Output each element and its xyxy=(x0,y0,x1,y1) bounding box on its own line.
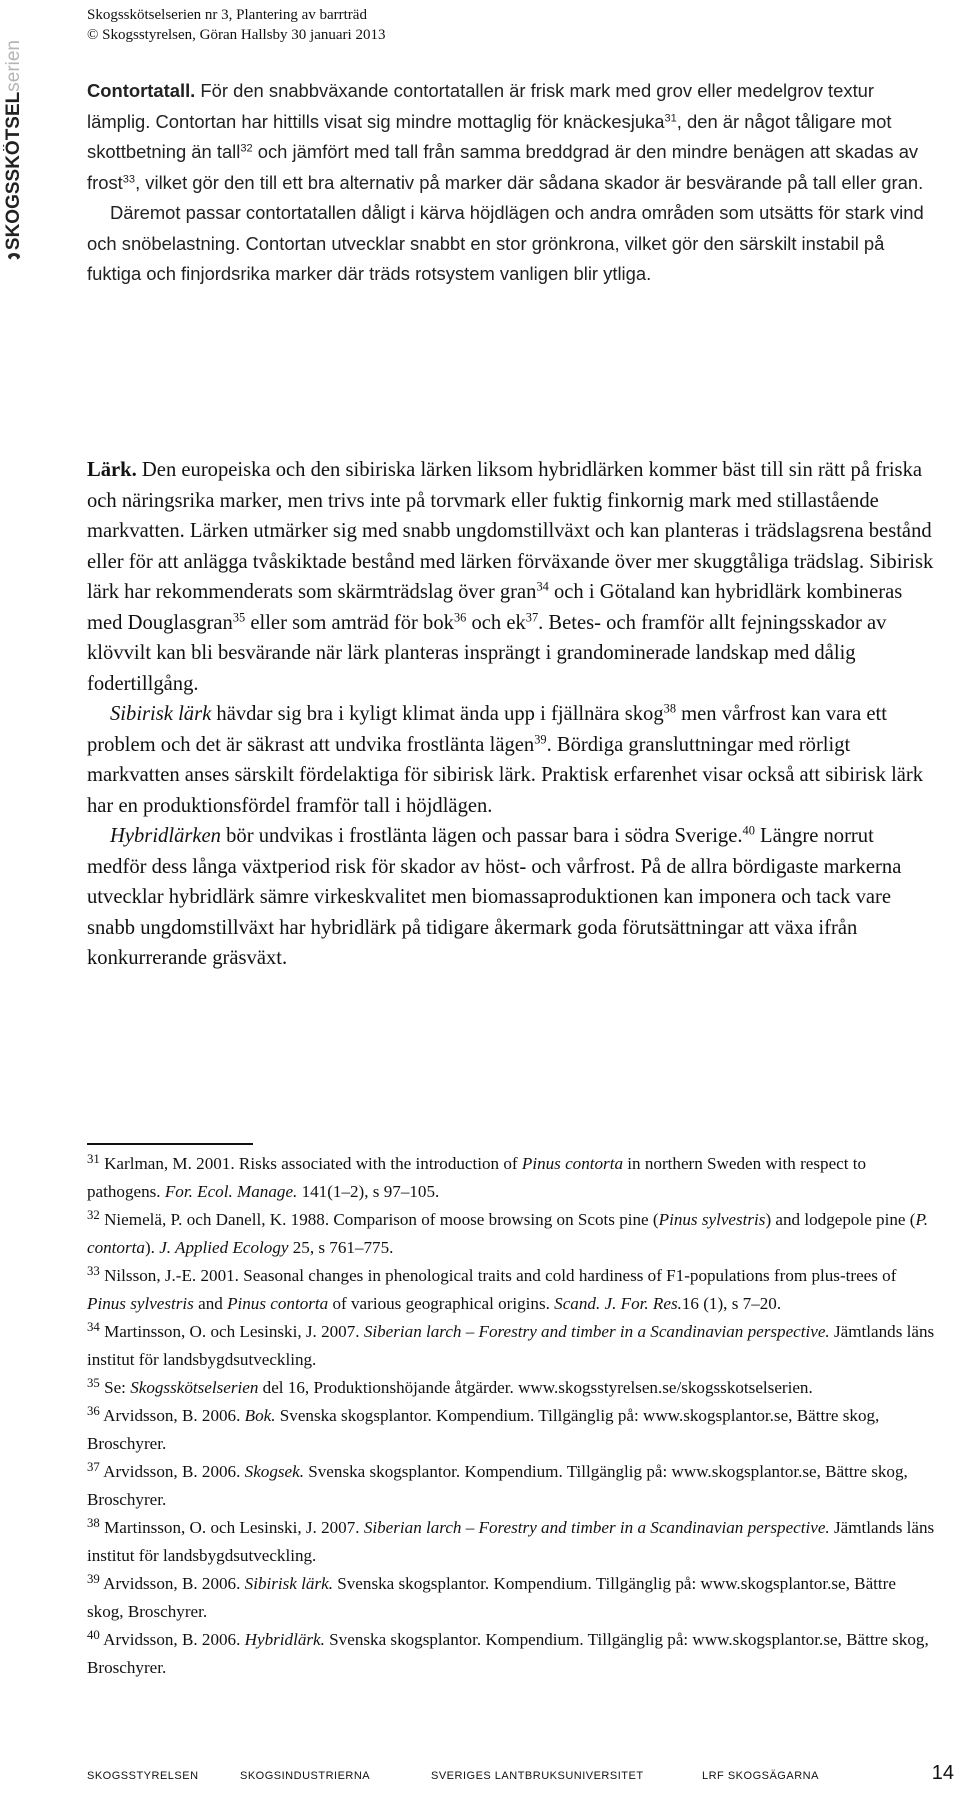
footnote: $^{31}$ Karlman, M. 2001. Risks associated with the introduction of Pinus contorta in northern Sweden with respect to pathogens. For. Ecol. Manage. 141(1–2), s 97–105. xyxy=(87,1152,867,1201)
lark-paragraph-3: Hybridlärken bör undvikas i frostlänta lägen och passar bara i södra Sverige.$^{40}$ Längre norrut medför dess långa växtperiod risk för skador av höst- och vårfrost. På de allra bördigaste markerna utvecklar hybridlärk sämre virkeskvalitet men biomassaproduktionen kan imponera och tack vare snabb ungdomstillväxt har hybridlärk på tidigare åkermark goda förutsättningar att växa ifrån konkurrerande gräsväxt. xyxy=(87,823,902,969)
footnote-ref: 36 xyxy=(453,610,467,625)
footnote-ref: 33 xyxy=(122,172,136,185)
footnotes xyxy=(87,1150,936,1682)
footnote-ref: 40 xyxy=(742,823,755,838)
footnote-ref: 35 xyxy=(232,610,246,625)
footnote-ref: 39 xyxy=(534,732,547,747)
footnote: $^{36}$ Arvidsson, B. 2006. Bok. Svenska skogsplantor. Kompendium. Tillgänglig på: www.skogsplantor.se, Bättre skog, Broschyrer. xyxy=(87,1404,880,1453)
footnote: $^{40}$ Arvidsson, B. 2006. Hybridlärk. Svenska skogsplantor. Kompendium. Tillgänglig på: www.skogsplantor.se, Bättre skog, Broschyrer. xyxy=(87,1628,929,1677)
footnote: $^{32}$ Niemelä, P. och Danell, K. 1988. Comparison of moose browsing on Scots pine (Pinus sylvestris) and lodgepole pine (P. contorta). J. Applied Ecology 25, s 761–775. xyxy=(87,1208,928,1257)
footnote: $^{37}$ Arvidsson, B. 2006. Skogsek. Svenska skogsplantor. Kompendium. Tillgänglig på: www.skogsplantor.se, Bättre skog, Broschyrer. xyxy=(87,1460,908,1509)
contortatall-paragraph-2: Däremot passar contortatallen dåligt i kärva höjdlägen och andra områden som utsätts för stark vind och snöbelastning. Contortan utvecklar snabbt en stor grönkrona, vilket gör den särskilt instabil på fuktiga och finjordsrika marker där träds rotsystem vanligen blir ytliga. xyxy=(87,202,924,284)
contortatall-paragraph-1: Contortatall. För den snabbväxande contortatallen är frisk mark med grov eller medelgrov textur lämplig. Contortan har hittills visat sig mindre mottaglig för knäckesjuka$^{31}$, den är något tåligare mot skottbetning än tall$^{32}$ och jämfört med tall från samma breddgrad är den mindre benägen att skadas av frost$^{33}$, vilket gör den till ett bra alternativ på marker där sådana skador är besvärande på tall eller gran. xyxy=(87,80,924,193)
footnote: $^{39}$ Arvidsson, B. 2006. Sibirisk lärk. Svenska skogsplantor. Kompendium. Tillgänglig på: www.skogsplantor.se, Bättre skog, Broschyrer. xyxy=(87,1572,896,1621)
header-copyright: © Skogsstyrelsen, Göran Hallsby 30 januari 2013 xyxy=(87,27,386,43)
skogsskotsel-serien-logo xyxy=(4,40,24,260)
footnote: $^{38}$ Martinsson, O. och Lesinski, J. 2007. Siberian larch – Forestry and timber in a Scandinavian perspective. Jämtlands läns institut för landsbygdsutveckling. xyxy=(87,1516,935,1565)
header-series-title: Skogsskötselserien nr 3, Plantering av barrträd xyxy=(87,7,367,23)
section-contortatall xyxy=(87,76,936,290)
footer-org-skogsstyrelsen: SKOGSSTYRELSEN xyxy=(87,1770,199,1782)
logo-wordmark xyxy=(4,40,24,250)
page-number: 14 xyxy=(931,1762,954,1784)
logo-text-light: serien xyxy=(3,40,24,92)
contortatall-heading: Contortatall. xyxy=(87,80,196,101)
footnote: $^{33}$ Nilsson, J.-E. 2001. Seasonal changes in phenological traits and cold hardiness of F1-populations from plus-trees of Pinus sylvestris and Pinus contorta of various geographical origins. Scand. J. For. Res.16 (1), s 7–20. xyxy=(87,1264,897,1313)
footer-org-slu: SVERIGES LANTBRUKSUNIVERSITET xyxy=(431,1770,644,1782)
lark-paragraph-2: Sibirisk lärk hävdar sig bra i kyligt klimat ända upp i fjällnära skog$^{38}$ men vårfrost kan vara ett problem och det är säkrast att undvika frostlänta lägen$^{39}$. Bördiga gransluttningar med rörligt markvatten anses särskilt fördelaktiga för sibirisk lärk. Praktisk erfarenhet visar också att sibirisk lärk har en produktionsfördel framför tall i höjdlägen. xyxy=(87,701,924,817)
footnote-ref: 38 xyxy=(663,701,676,716)
logo-mark-icon xyxy=(8,253,20,260)
footnote-ref: 37 xyxy=(525,610,539,625)
footnote: $^{35}$ Se: Skogsskötselserien del 16, Produktionshöjande åtgärder. www.skogsstyrelsen.se/skogsskotselserien. xyxy=(87,1376,813,1397)
section-lark xyxy=(87,455,936,974)
footnote-ref: 31 xyxy=(664,111,677,124)
footnote: $^{34}$ Martinsson, O. och Lesinski, J. 2007. Siberian larch – Forestry and timber in a Scandinavian perspective. Jämtlands läns institut för landsbygdsutveckling. xyxy=(87,1320,935,1369)
footnote-ref: 32 xyxy=(240,142,253,155)
logo-text-bold: SKOGSSKÖTSEL xyxy=(3,91,24,251)
footer-org-lrf: LRF SKOGSÄGARNA xyxy=(702,1770,819,1782)
footer-org-skogsindustrierna: SKOGSINDUSTRIERNA xyxy=(240,1770,371,1782)
lark-heading: Lärk. xyxy=(87,459,137,481)
page-header xyxy=(87,5,385,45)
footnote-ref: 34 xyxy=(536,579,549,594)
lark-paragraph-1: Lärk. Den europeiska och den sibiriska lärken liksom hybridlärken kommer bäst till sin rätt på friska och näringsrika marker, men trivs inte på torvmark eller fuktig finkornig mark med stillastående markvatten. Lärken utmärker sig med snabb ungdomstillväxt och kan planteras i trädslagsrena bestånd eller för att anlägga tvåskiktade bestånd med lärken förväxande över mer skuggtåliga trädslag. Sibirisk lärk har rekommenderats som skärmträdslag över gran$^{34}$ och i Götaland kan hybridlärk kombineras med Douglasgran$^{35}$ eller som amträd för bok$^{36}$ och $ek^{37}$. Betes- och framför allt fejningsskador av klövvilt kan bli besvärande när lärk planteras insprängt i grandominerade landskap med dålig fodertillgång. xyxy=(87,459,934,695)
footnote-divider xyxy=(87,1143,253,1145)
